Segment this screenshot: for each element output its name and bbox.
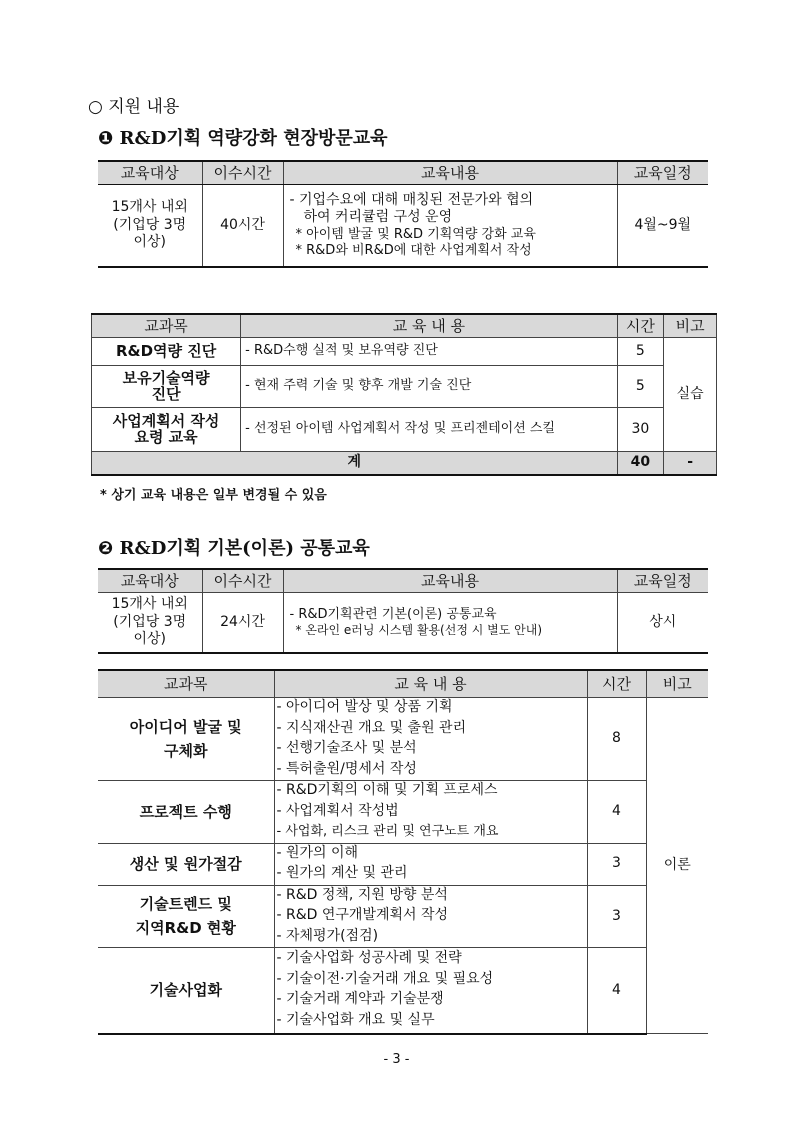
- content-item: - 특허출원/명세서 작성: [276, 760, 417, 777]
- content-cell: - 현재 주력 기술 및 향후 개발 기술 진단: [241, 366, 617, 408]
- hours-cell: 40시간: [202, 185, 283, 267]
- content-line: * R&D와 비R&D에 대한 사업계획서 작성: [295, 242, 532, 258]
- col-header: 교육내용: [283, 161, 617, 185]
- subject-line: 프로젝트 수행: [139, 802, 232, 821]
- subject-cell: [98, 781, 274, 844]
- subject-cell: [98, 843, 274, 885]
- target-cell: [98, 185, 202, 267]
- subject-line: 아이디어 발굴 및: [129, 718, 242, 736]
- content-line: 하여 커리큘럼 구성 운영: [303, 209, 453, 225]
- content-cell: - R&D수행 실적 및 보유역량 진단: [241, 338, 617, 366]
- content-item: - 기술이전·기술거래 개요 및 필요성: [276, 970, 494, 987]
- col-header: 교 육 내 용: [274, 670, 587, 698]
- target-line: 15개사 내외: [111, 199, 188, 215]
- col-header: 시간: [617, 314, 664, 338]
- content-item: - 기술거래 계약과 기술분쟁: [276, 991, 444, 1008]
- total-remark: -: [664, 452, 717, 476]
- subject-cell: [92, 408, 241, 452]
- schedule-cell: 4월~9월: [617, 185, 708, 267]
- subject-cell: [98, 698, 274, 781]
- table-row: [98, 698, 708, 781]
- program1-curriculum-table: [91, 313, 717, 476]
- content-item: - 사업화, 리스크 관리 및 연구노트 개요: [276, 824, 499, 839]
- col-header: 교과목: [98, 670, 274, 698]
- table-row: [98, 781, 708, 844]
- hours-cell: 30: [617, 408, 664, 452]
- program2-title: [98, 534, 370, 560]
- content-cell: [274, 885, 587, 948]
- target-line: 이상): [133, 631, 166, 647]
- col-header: 비고: [646, 670, 708, 698]
- page-number: - 3 -: [383, 1052, 410, 1067]
- col-header: 교육대상: [98, 161, 202, 185]
- target-cell: [98, 593, 202, 653]
- hours-cell: 5: [617, 366, 664, 408]
- program1-title: [98, 124, 388, 150]
- program1-number: ❶: [98, 128, 114, 149]
- total-hours: 40: [617, 452, 664, 476]
- subject-line: 보유기술역량: [122, 368, 210, 387]
- content-item: - 기술사업화 개요 및 실무: [276, 1011, 435, 1028]
- table-row: [98, 843, 708, 885]
- content-cell: [274, 843, 587, 885]
- subject-cell: [92, 338, 241, 366]
- program2-number: ❷: [98, 538, 114, 559]
- col-header: 시간: [587, 670, 646, 698]
- program2-curriculum-table: [98, 669, 708, 1035]
- remark-cell: 이론: [646, 698, 708, 1034]
- total-row: [92, 452, 717, 476]
- total-label: 계: [92, 452, 618, 476]
- subject-line: 기술사업화: [149, 981, 222, 1000]
- subject-line: R&D역량 진단: [115, 342, 217, 361]
- program1-title-text: R&D기획 역량강화 현장방문교육: [119, 128, 388, 149]
- table-row: [92, 408, 717, 452]
- table-row: [98, 948, 708, 1034]
- content-item: - 아이디어 발상 및 상품 기획: [276, 699, 453, 715]
- table-header-row: [98, 161, 708, 185]
- col-header: 교과목: [92, 314, 241, 338]
- col-header: 교육대상: [98, 569, 202, 593]
- subject-cell: [98, 885, 274, 948]
- content-item: - 원가의 계산 및 관리: [276, 865, 408, 881]
- target-line: 이상): [133, 234, 166, 250]
- content-line: * 아이템 발굴 및 R&D 기획역량 강화 교육: [295, 226, 536, 242]
- content-item: - 기술사업화 성공사례 및 전략: [276, 950, 462, 967]
- hours-cell: 4: [587, 781, 646, 844]
- col-header: 교육일정: [617, 569, 708, 593]
- subject-cell: [98, 948, 274, 1034]
- change-note: * 상기 교육 내용은 일부 변경될 수 있음: [100, 488, 327, 503]
- subject-line: 생산 및 원가절감: [129, 855, 242, 873]
- hours-cell: 5: [617, 338, 664, 366]
- subject-line: 지역R&D 현황: [135, 919, 236, 938]
- content-cell: [274, 781, 587, 844]
- schedule-cell: 상시: [617, 593, 708, 653]
- target-line: (기업당 3명: [113, 613, 187, 630]
- subject-line: 구체화: [164, 742, 208, 760]
- target-line: (기업당 3명: [113, 216, 187, 233]
- content-cell: - 선정된 아이템 사업계획서 작성 및 프리젠테이션 스킬: [241, 408, 617, 452]
- content-item: - 지식재산권 개요 및 출원 관리: [276, 719, 467, 736]
- section-heading: ○ 지원 내용: [88, 97, 180, 117]
- content-item: - R&D기획의 이해 및 기획 프로세스: [276, 782, 498, 798]
- program2-title-text: R&D기획 기본(이론) 공통교육: [119, 538, 370, 559]
- col-header: 이수시간: [202, 161, 283, 185]
- content-item: - 원가의 이해: [276, 844, 359, 861]
- table-row: [98, 185, 708, 267]
- content-cell: [274, 948, 587, 1034]
- table-row: [98, 593, 708, 653]
- content-line: * 온라인 e러닝 시스템 활용(선정 시 별도 안내): [295, 622, 543, 637]
- col-header: 교 육 내 용: [241, 314, 617, 338]
- table-header-row: [92, 314, 717, 338]
- table-row: [92, 338, 717, 366]
- content-line: - 기업수요에 대해 매칭된 전문가와 협의: [289, 191, 534, 208]
- content-item: - 사업계획서 작성법: [276, 802, 399, 819]
- content-line: - R&D기획관련 기본(이론) 공통교육: [289, 606, 497, 622]
- content-cell: [283, 185, 617, 267]
- content-item: - 자체평가(점검): [276, 927, 379, 944]
- content-cell: [283, 593, 617, 653]
- hours-cell: 24시간: [202, 593, 283, 653]
- hours-cell: 3: [587, 885, 646, 948]
- hours-cell: 3: [587, 843, 646, 885]
- subject-line: 사업계획서 작성: [112, 411, 220, 430]
- table-header-row: [98, 670, 708, 698]
- subject-line: 진단: [151, 384, 181, 403]
- col-header: 비고: [664, 314, 717, 338]
- content-cell: [274, 698, 587, 781]
- col-header: 교육일정: [617, 161, 708, 185]
- program1-overview-table: [98, 160, 708, 268]
- program2-overview-table: [98, 568, 708, 654]
- subject-cell: [92, 366, 241, 408]
- remark-cell: 실습: [664, 338, 717, 452]
- content-item: - 선행기술조사 및 분석: [276, 740, 417, 756]
- subject-line: 요령 교육: [134, 427, 198, 446]
- table-header-row: [98, 569, 708, 593]
- col-header: 교육내용: [283, 569, 617, 593]
- content-item: - R&D 정책, 지원 방향 분석: [276, 886, 448, 903]
- table-row: [98, 885, 708, 948]
- hours-cell: 4: [587, 948, 646, 1034]
- col-header: 이수시간: [202, 569, 283, 593]
- hours-cell: 8: [587, 698, 646, 781]
- table-row: [92, 366, 717, 408]
- content-item: - R&D 연구개발계획서 작성: [276, 907, 449, 923]
- target-line: 15개사 내외: [111, 596, 188, 612]
- subject-line: 기술트렌드 및: [139, 895, 232, 914]
